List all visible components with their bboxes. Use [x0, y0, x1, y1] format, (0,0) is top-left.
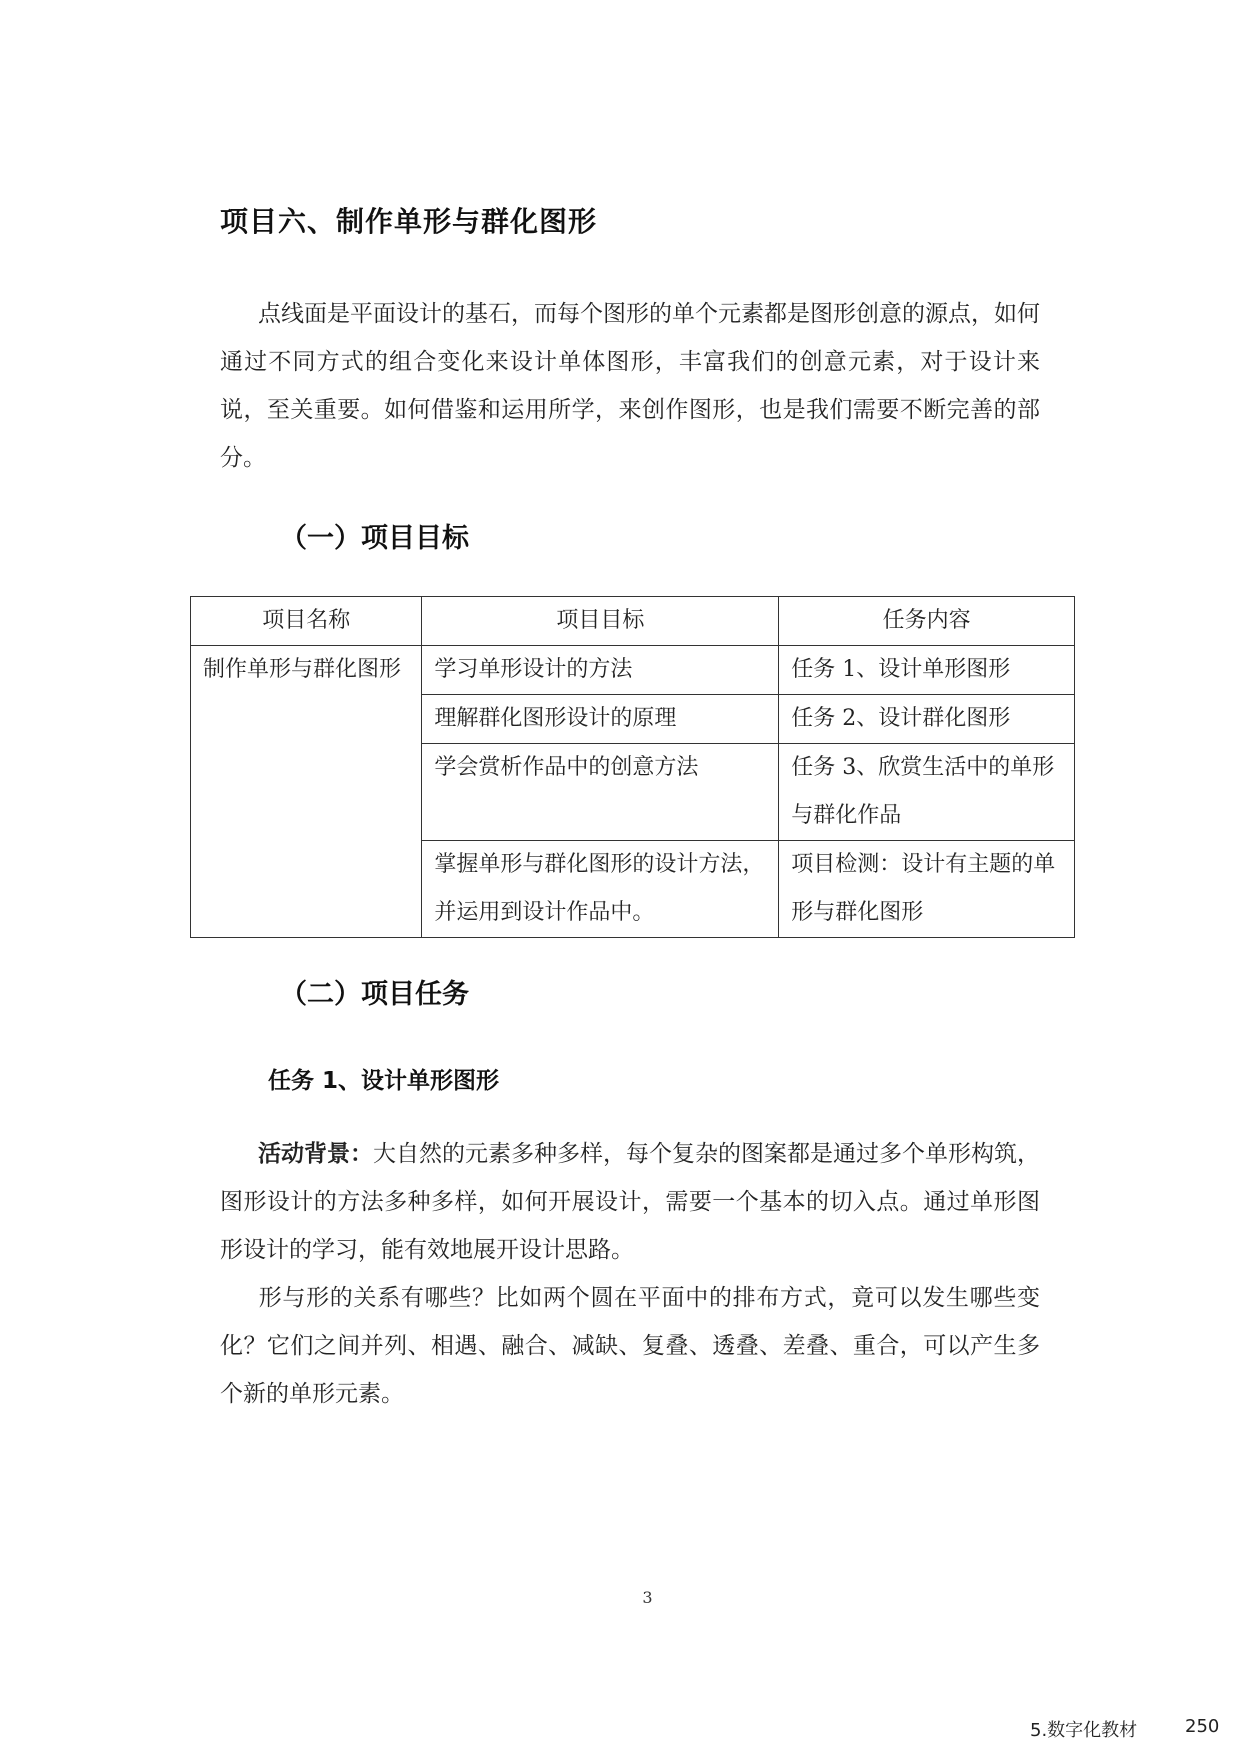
- header-task-content: 任务内容: [779, 597, 1075, 646]
- task-cell: 任务 2、设计群化图形: [779, 695, 1075, 744]
- section-heading-tasks: （二）项目任务: [280, 979, 469, 1010]
- section-heading-goals: （一）项目目标: [280, 523, 469, 554]
- background-label: 活动背景：: [258, 1141, 373, 1167]
- background-text: 大自然的元素多种多样，每个复杂的图案都是通过多个单形构筑，图形设计的方法多种多样，如何开展设计，需要一个基本的切入点。通过单形图形设计的学习，能有效地展开设计思路。: [220, 1141, 1040, 1263]
- header-project-name: 项目名称: [191, 597, 422, 646]
- goal-cell: 理解群化图形设计的原理: [422, 695, 779, 744]
- footer-page-number: 250: [1185, 1716, 1220, 1737]
- header-project-goal: 项目目标: [422, 597, 779, 646]
- goal-cell: 掌握单形与群化图形的设计方法，并运用到设计作品中。: [422, 841, 779, 938]
- task1-heading: 任务 1、设计单形图形: [268, 1068, 500, 1094]
- goal-cell: 学会赏析作品中的创意方法: [422, 744, 779, 841]
- goal-cell: 学习单形设计的方法: [422, 646, 779, 695]
- project-name-cell: 制作单形与群化图形: [191, 646, 422, 938]
- relations-text: 形与形的关系有哪些？比如两个圆在平面中的排布方式，竟可以发生哪些变化？它们之间并列、相遇、融合、减缺、复叠、透叠、差叠、重合，可以产生多个新的单形元素。: [220, 1285, 1040, 1407]
- footer-label: 5.数字化教材: [1030, 1720, 1138, 1741]
- task-cell: 任务 3、欣赏生活中的单形与群化作品: [779, 744, 1075, 841]
- intro-text: 点线面是平面设计的基石，而每个图形的单个元素都是图形创意的源点，如何通过不同方式的组合变化来设计单体图形，丰富我们的创意元素，对于设计来说，至关重要。如何借鉴和运用所学，来创作图形，也是我们需要不断完善的部分。: [220, 301, 1040, 471]
- intro-paragraph: [220, 290, 1040, 482]
- page-title: 项目六、制作单形与群化图形: [220, 205, 598, 238]
- page-number: 3: [642, 1588, 653, 1607]
- table-header-row: [191, 597, 1075, 646]
- task-cell: 任务 1、设计单形图形: [779, 646, 1075, 695]
- goals-table: [190, 596, 1075, 938]
- task-cell: 项目检测：设计有主题的单形与群化图形: [779, 841, 1075, 938]
- background-paragraph: [220, 1130, 1040, 1274]
- relations-paragraph: [220, 1274, 1040, 1418]
- table-row: [191, 646, 1075, 695]
